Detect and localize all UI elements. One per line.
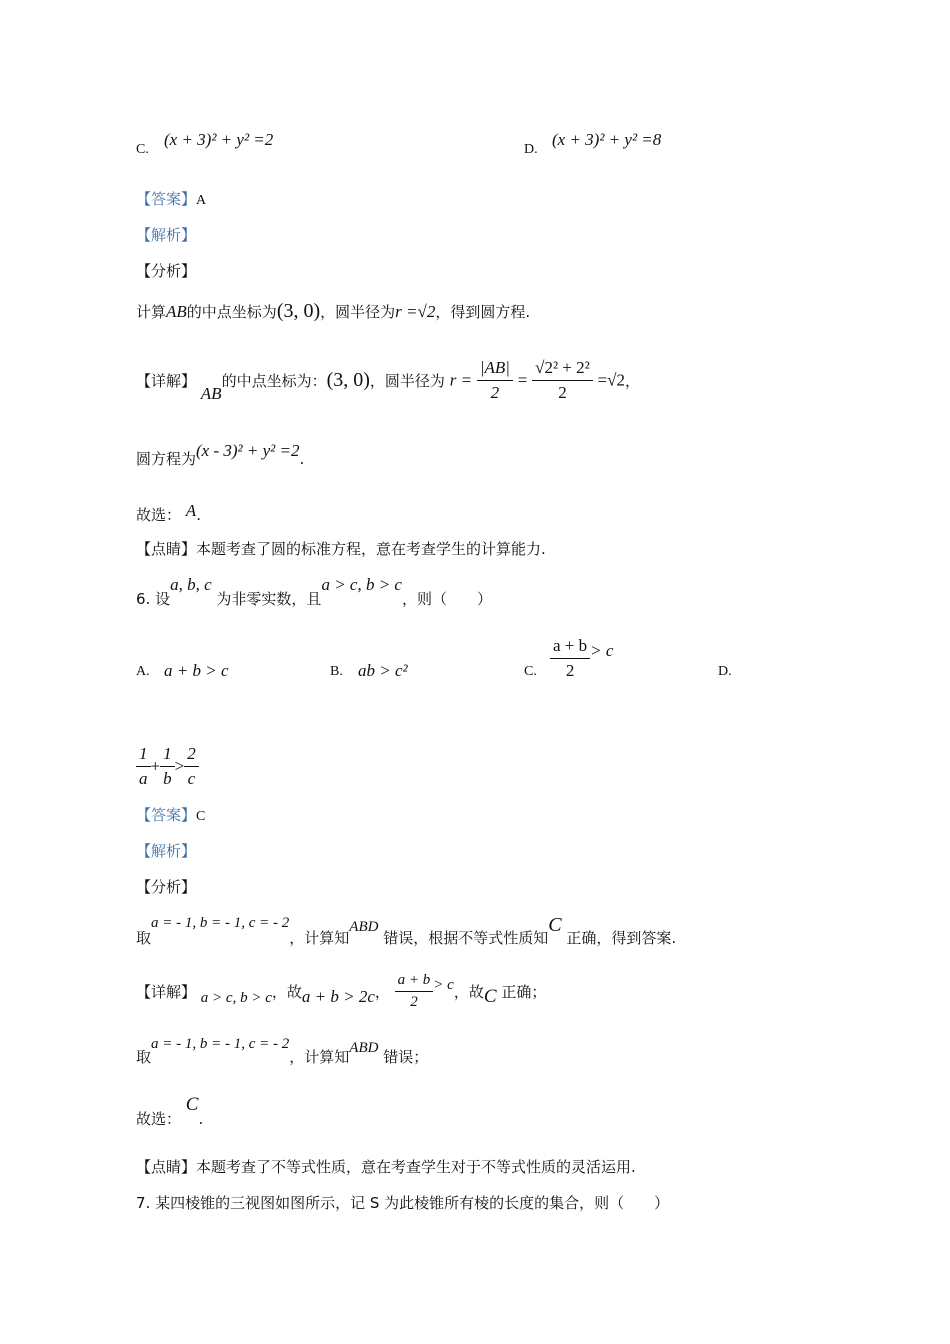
q6-take2-vals: a = - 1, b = - 1, c = - 2 — [151, 1036, 290, 1052]
detail-line — [136, 358, 640, 404]
q6-detail-comma: ， — [374, 983, 390, 1001]
detail-frac-ab-den: 2 — [490, 383, 500, 402]
detail-frac-sqrt-num: √2² + 2² — [532, 358, 593, 381]
q6-dianjing-line — [136, 1156, 636, 1177]
fenxi-pre: 计算 — [136, 303, 167, 321]
q6-option-d-f2-num: 1 — [160, 744, 175, 767]
q6-fenxi-vals: a = - 1, b = - 1, c = - 2 — [151, 915, 290, 931]
q6-option-d-frac2 — [160, 744, 175, 789]
q6-option-c-num: a + b — [550, 636, 590, 659]
fenxi-mid: 的中点坐标为 — [186, 303, 277, 321]
q6-option-c-den: 2 — [565, 661, 575, 680]
q6-option-c-label: C. — [524, 664, 537, 679]
option-d-equation: (x + 3)² + y² =8 — [552, 130, 662, 149]
answer-tag: 【答案】 — [136, 190, 197, 208]
q6-option-d-math — [136, 744, 199, 789]
q6-take2-abd: ABD — [349, 1040, 379, 1056]
q6-take2: 取 — [136, 1048, 152, 1066]
q6-fenxi-end: 正确，得到答案. — [566, 929, 677, 947]
q6-option-d-f3-num: 2 — [184, 744, 199, 767]
dianjing-line — [136, 538, 546, 559]
q6-option-d-f3-den: c — [187, 769, 196, 788]
q6-option-d-plus: + — [150, 756, 161, 776]
q6-option-d-gt: > — [174, 756, 185, 776]
detail-mid2: ，圆半径为 — [369, 372, 445, 390]
q6-fenxi-abd: ABD — [349, 919, 379, 935]
detail-ab: AB — [200, 384, 222, 403]
q6-option-b-label: B. — [330, 664, 343, 679]
option-d-label: D. — [524, 142, 538, 157]
q6-jiexi-tag: 【解析】 — [136, 842, 197, 860]
circle-end: . — [299, 450, 305, 468]
q6-stem-pre: 6. 设 — [136, 590, 171, 608]
q6-stem-mid: 为非零实数，且 — [216, 590, 322, 608]
jiexi-tag: 【解析】 — [136, 226, 197, 244]
q6-detail-num: a + b — [395, 972, 434, 992]
detail-comma: ， — [624, 372, 640, 390]
choice-pre: 故选： — [136, 506, 182, 524]
q6-fenxi-take: 取 — [136, 929, 152, 947]
circle-equation: (x - 3)² + y² =2 — [196, 441, 300, 460]
q6-choice-line — [136, 1094, 204, 1130]
q6-dianjing-text: 本题考查了不等式性质，意在考查学生对于不等式性质的灵活运用. — [196, 1158, 636, 1176]
option-c-label: C. — [136, 142, 149, 157]
detail-result: =√2 — [597, 370, 625, 390]
choice-line — [136, 501, 201, 525]
dianjing-text: 本题考查了圆的标准方程，意在考查学生的计算能力. — [196, 540, 546, 558]
choice-value: A — [185, 501, 197, 520]
q6-option-c-rhs: > c — [590, 640, 614, 660]
q6-answer-value: C — [196, 809, 206, 824]
detail-eq: = — [517, 370, 528, 390]
detail-frac-ab — [477, 358, 513, 403]
fenxi-ab: AB — [166, 302, 187, 321]
q6-detail-sum: a + b > 2c — [301, 987, 375, 1006]
q6-option-a-label: A. — [136, 664, 150, 679]
q6-stem-cond: a > c, b > c — [321, 575, 402, 594]
q6-take2-line — [136, 1036, 429, 1067]
fenxi-radius: r =√2 — [395, 302, 436, 321]
q6-option-d-label: D. — [718, 664, 732, 679]
q6-option-d-f1-num: 1 — [136, 744, 151, 767]
circle-pre: 圆方程为 — [136, 450, 197, 468]
q6-option-d-f1-den: a — [139, 769, 148, 788]
q6-detail-rhs: > c — [433, 977, 454, 993]
q6-detail-mid: ，故 — [271, 983, 302, 1001]
detail-mid: 的中点坐标为： — [221, 372, 327, 390]
q6-answer-tag: 【答案】 — [136, 806, 197, 824]
detail-frac-sqrt-den: 2 — [558, 383, 567, 402]
q6-fenxi-mid2: 错误，根据不等式性质知 — [383, 929, 549, 947]
q6-stem-end: ，则（ ） — [401, 590, 492, 608]
q6-detail-tag: 【详解】 — [136, 983, 197, 1001]
q6-fenxi-tag: 【分析】 — [136, 878, 197, 896]
q6-detail-frac — [395, 972, 434, 1011]
q6-take2-end: 错误； — [383, 1048, 429, 1066]
q6-option-c-math — [550, 636, 613, 681]
fenxi-line — [136, 300, 530, 323]
q6-choice-end: . — [198, 1110, 204, 1128]
fenxi-point: (3, 0) — [276, 300, 321, 322]
fenxi-tag: 【分析】 — [136, 262, 197, 280]
answer-line — [136, 188, 206, 209]
circle-line — [136, 441, 305, 469]
detail-tag: 【详解】 — [136, 372, 197, 390]
q6-choice-pre: 故选： — [136, 1110, 182, 1128]
q6-detail-cond: a > c, b > c — [200, 990, 272, 1006]
q6-option-d-f2-den: b — [163, 769, 172, 788]
q6-dianjing-tag: 【点睛】 — [136, 1158, 197, 1176]
fenxi-mid2: ，圆半径为 — [320, 303, 396, 321]
detail-point: (3, 0) — [326, 369, 370, 391]
detail-frac-sqrt — [532, 358, 593, 403]
q6-stem-vars: a, b, c — [170, 575, 212, 594]
q6-fenxi-c: C — [548, 914, 562, 936]
q6-detail-den: 2 — [410, 994, 418, 1010]
q6-take2-mid: ，计算知 — [289, 1048, 350, 1066]
q6-option-d-frac1 — [136, 744, 151, 789]
detail-frac-ab-num: |AB| — [477, 358, 513, 381]
q6-answer-line — [136, 804, 205, 825]
fenxi-end: ，得到圆方程. — [435, 303, 531, 321]
q6-detail-mid2: ，故 — [453, 983, 484, 1001]
q6-stem — [136, 575, 492, 609]
answer-value: A — [196, 193, 207, 208]
q6-detail-c: C — [483, 986, 497, 1007]
q7-stem: 7. 某四棱锥的三视图如图所示，记 S 为此棱锥所有棱的长度的集合，则（ ） — [136, 1194, 670, 1212]
q6-option-b-math: ab > c² — [358, 661, 408, 680]
q6-detail-end: 正确； — [501, 983, 547, 1001]
detail-r-lhs: r = — [449, 370, 473, 390]
choice-end: . — [196, 506, 201, 524]
q6-fenxi-line — [136, 914, 677, 949]
option-c-equation: (x + 3)² + y² =2 — [164, 130, 274, 149]
q6-option-c-frac — [550, 636, 590, 681]
q6-choice-value: C — [185, 1094, 199, 1115]
q6-option-a-math: a + b > c — [164, 661, 229, 680]
dianjing-tag: 【点睛】 — [136, 540, 197, 558]
q6-detail-line — [136, 972, 546, 1011]
q6-option-d-frac3 — [184, 744, 199, 789]
q6-fenxi-mid: ，计算知 — [289, 929, 350, 947]
